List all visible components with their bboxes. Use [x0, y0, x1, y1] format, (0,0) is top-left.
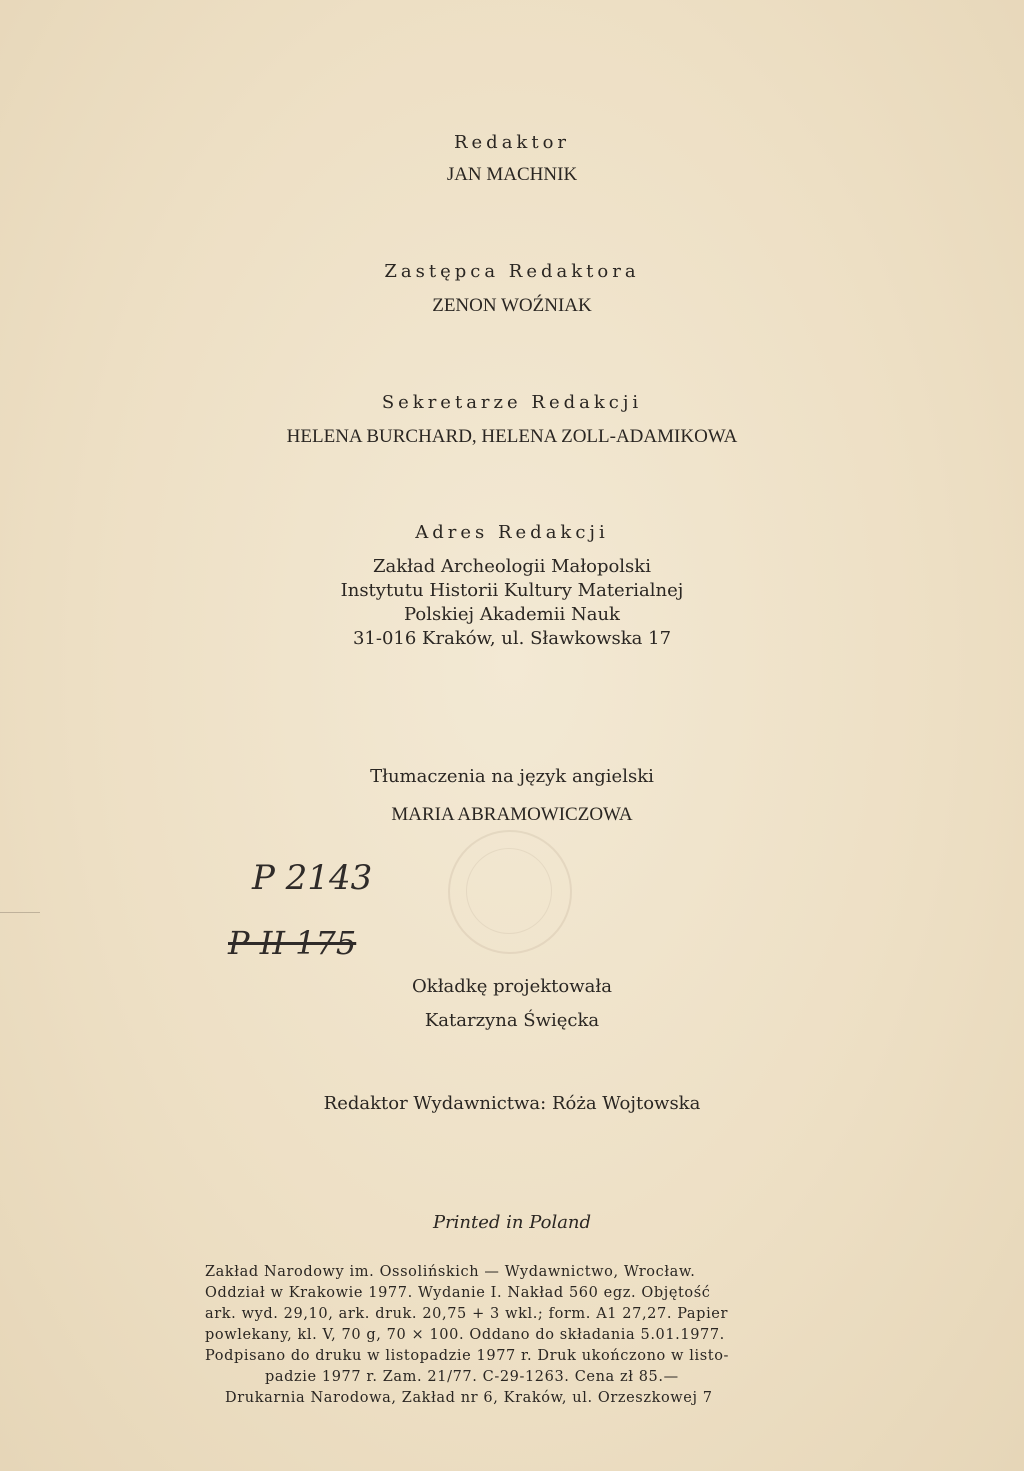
handwritten-old-shelfmark: P II 175	[228, 924, 357, 962]
stamp-inner-ring	[466, 848, 552, 934]
imprint-line: ark. wyd. 29,10, ark. druk. 20,75 + 3 wkl.; form. A1 27,27. Papier	[205, 1306, 729, 1322]
imprint-line: Oddział w Krakowie 1977. Wydanie I. Nakład 560 egz. Objętość	[205, 1285, 711, 1301]
imprint-line: Podpisano do druku w listopadzie 1977 r. Druk ukończono w listo-	[205, 1348, 730, 1364]
cover-name: Katarzyna Święcka	[424, 1010, 600, 1031]
publisher-editor: Redaktor Wydawnictwa: Róża Wojtowska	[323, 1093, 701, 1114]
address-line: Zakład Archeologii Małopolski	[373, 556, 651, 577]
editor-name: JAN MACHNIK	[446, 164, 578, 185]
imprint-line: padzie 1977 r. Zam. 21/77. C-29-1263. Cena zł 85.—	[265, 1369, 679, 1385]
translation-heading: Tłumaczenia na język angielski	[370, 766, 654, 787]
deputy-name: ZENON WOŹNIAK	[432, 295, 592, 316]
editor-heading: Redaktor	[453, 132, 571, 153]
secretaries-names: HELENA BURCHARD, HELENA ZOLL-ADAMIKOWA	[286, 426, 738, 447]
address-line: Instytutu Historii Kultury Materialnej	[340, 580, 684, 601]
library-stamp	[448, 830, 572, 954]
printed-in-poland: Printed in Poland	[432, 1212, 592, 1233]
address-line: 31-016 Kraków, ul. Sławkowska 17	[352, 628, 672, 649]
imprint-block	[205, 1262, 805, 1409]
cover-heading: Okładkę projektowała	[412, 976, 612, 997]
imprint-line: powlekany, kl. V, 70 g, 70 × 100. Oddano do składania 5.01.1977.	[205, 1327, 725, 1343]
imprint-line: Zakład Narodowy im. Ossolińskich — Wydawnictwo, Wrocław.	[205, 1264, 696, 1280]
address-line: Polskiej Akademii Nauk	[404, 604, 620, 625]
imprint-line: Drukarnia Narodowa, Zakład nr 6, Kraków, ul. Orzeszkowej 7	[225, 1390, 713, 1406]
handwritten-shelfmark: P 2143	[252, 858, 373, 898]
page-crease	[0, 912, 40, 913]
deputy-heading: Zastępca Redaktora	[384, 261, 640, 282]
address-heading: Adres Redakcji	[415, 522, 609, 543]
secretaries-heading: Sekretarze Redakcji	[381, 392, 643, 413]
translation-name: MARIA ABRAMOWICZOWA	[391, 804, 633, 825]
